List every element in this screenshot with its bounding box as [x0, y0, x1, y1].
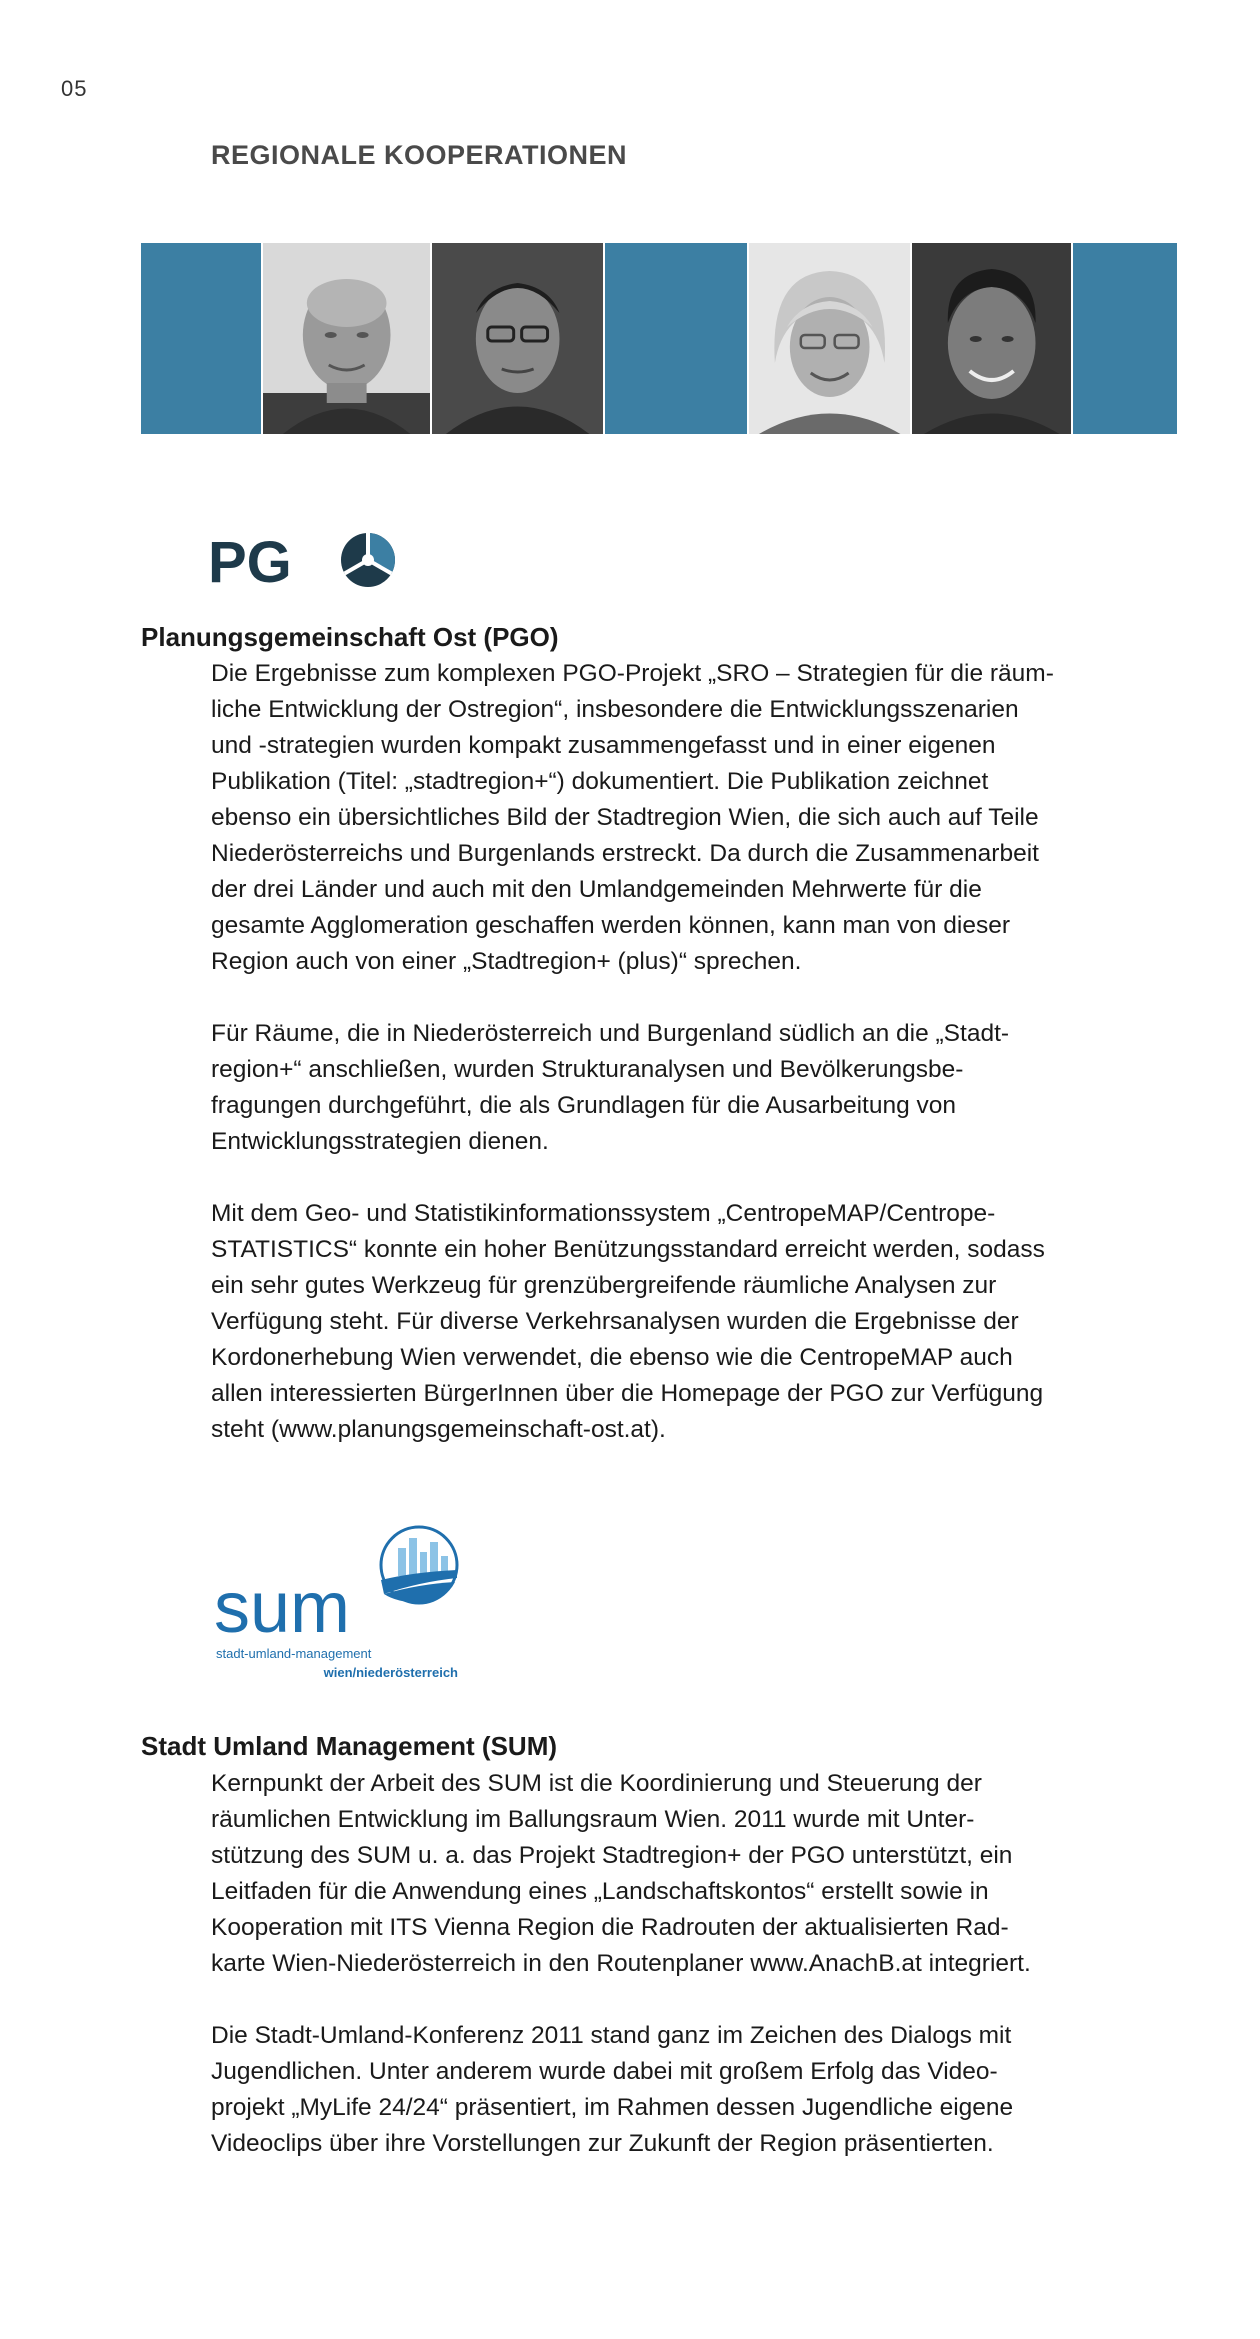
text-line: fragungen durchgeführt, die als Grundlagen für die Ausarbeitung von [211, 1092, 957, 1119]
pgo-title: Planungsgemeinschaft Ost (PGO) [141, 622, 559, 652]
text-line: Die Ergebnisse zum komplexen PGO-Projekt „SRO – Strategien für die räum- [211, 660, 1054, 687]
text-line: Niederösterreichs und Burgenlands erstreckt. Da durch die Zusammenarbeit [211, 840, 1039, 867]
text-line: karte Wien-Niederösterreich in den Routenplaner www.AnachB.at integriert. [211, 1950, 1031, 1977]
sum-body [211, 1766, 1131, 2198]
blue-panel [603, 243, 746, 434]
sum-paragraph-2 [211, 2018, 1131, 2162]
text-line: Kordonerhebung Wien verwendet, die ebenso wie die CentropeMAP auch [211, 1344, 1013, 1371]
pgo-paragraph-2 [211, 1016, 1131, 1160]
text-line: liche Entwicklung der Ostregion“, insbesondere die Entwicklungsszenarien [211, 696, 1019, 723]
text-line: Region auch von einer „Stadtregion+ (plus)“ sprechen. [211, 948, 802, 975]
text-line: Kooperation mit ITS Vienna Region die Radrouten der aktualisierten Rad- [211, 1914, 1009, 1941]
portrait-man-smiling [910, 243, 1071, 434]
section-heading: REGIONALE KOOPERATIONEN [211, 140, 628, 170]
sum-title: Stadt Umland Management (SUM) [141, 1731, 558, 1761]
pgo-body [211, 656, 1131, 1484]
text-line: Entwicklungsstrategien dienen. [211, 1128, 549, 1155]
portrait-man-bald [261, 243, 430, 434]
pgo-logo [208, 532, 400, 588]
photo-strip [141, 243, 1177, 434]
text-line: Leitfaden für die Anwendung eines „Landschaftskontos“ erstellt sowie in [211, 1878, 989, 1905]
text-line: Die Stadt-Umland-Konferenz 2011 stand ganz im Zeichen des Dialogs mit [211, 2022, 1012, 2049]
text-line: gesamte Agglomeration geschaffen werden können, kann man von dieser [211, 912, 1011, 939]
sum-logo [214, 1522, 464, 1687]
pgo-paragraph-3 [211, 1196, 1131, 1448]
text-line: ein sehr gutes Werkzeug für grenzübergreifende räumliche Analysen zur [211, 1272, 997, 1299]
text-line: der drei Länder und auch mit den Umlandgemeinden Mehrwerte für die [211, 876, 982, 903]
text-line: steht (www.planungsgemeinschaft-ost.at). [211, 1416, 666, 1443]
text-line: Verfügung steht. Für diverse Verkehrsanalysen wurden die Ergebnisse der [211, 1308, 1019, 1335]
portrait-man-glasses [430, 243, 603, 434]
text-line: Mit dem Geo- und Statistikinformationssystem „CentropeMAP/Centrope- [211, 1200, 996, 1227]
sum-paragraph-1 [211, 1766, 1131, 1982]
text-line: STATISTICS“ konnte ein hoher Benützungsstandard erreicht werden, sodass [211, 1236, 1045, 1263]
text-line: ebenso ein übersichtliches Bild der Stadtregion Wien, die sich auch auf Teile [211, 804, 1039, 831]
sum-logo-subtitle: stadt-umland-management [216, 1646, 372, 1661]
text-line: region+“ anschließen, wurden Strukturanalysen und Bevölkerungsbe- [211, 1056, 964, 1083]
blue-panel [141, 243, 261, 434]
text-line: allen interessierten BürgerInnen über die Homepage der PGO zur Verfügung [211, 1380, 1044, 1407]
text-line: Publikation (Titel: „stadtregion+“) dokumentiert. Die Publikation zeichnet [211, 768, 989, 795]
page-number: 05 [61, 76, 88, 101]
text-line: räumlichen Entwicklung im Ballungsraum Wien. 2011 wurde mit Unter- [211, 1806, 975, 1833]
blue-panel [1071, 243, 1177, 434]
pgo-logo-text: PG [208, 532, 292, 588]
text-line: Kernpunkt der Arbeit des SUM ist die Koordinierung und Steuerung der [211, 1770, 982, 1797]
text-line: Jugendlichen. Unter anderem wurde dabei mit großem Erfolg das Video- [211, 2058, 998, 2085]
text-line: projekt „MyLife 24/24“ präsentiert, im Rahmen dessen Jugendliche eigene [211, 2094, 1014, 2121]
portrait-woman-glasses [747, 243, 910, 434]
text-line: Für Räume, die in Niederösterreich und Burgenland südlich an die „Stadt- [211, 1020, 1010, 1047]
sum-logo-region: wien/niederösterreich [323, 1665, 458, 1680]
sum-logo-text: sum [214, 1568, 351, 1648]
pgo-paragraph-1 [211, 656, 1131, 980]
text-line: stützung des SUM u. a. das Projekt Stadtregion+ der PGO unterstützt, ein [211, 1842, 1013, 1869]
text-line: und -strategien wurden kompakt zusammengefasst und in einer eigenen [211, 732, 996, 759]
text-line: Videoclips über ihre Vorstellungen zur Zukunft der Region präsentierten. [211, 2130, 994, 2157]
